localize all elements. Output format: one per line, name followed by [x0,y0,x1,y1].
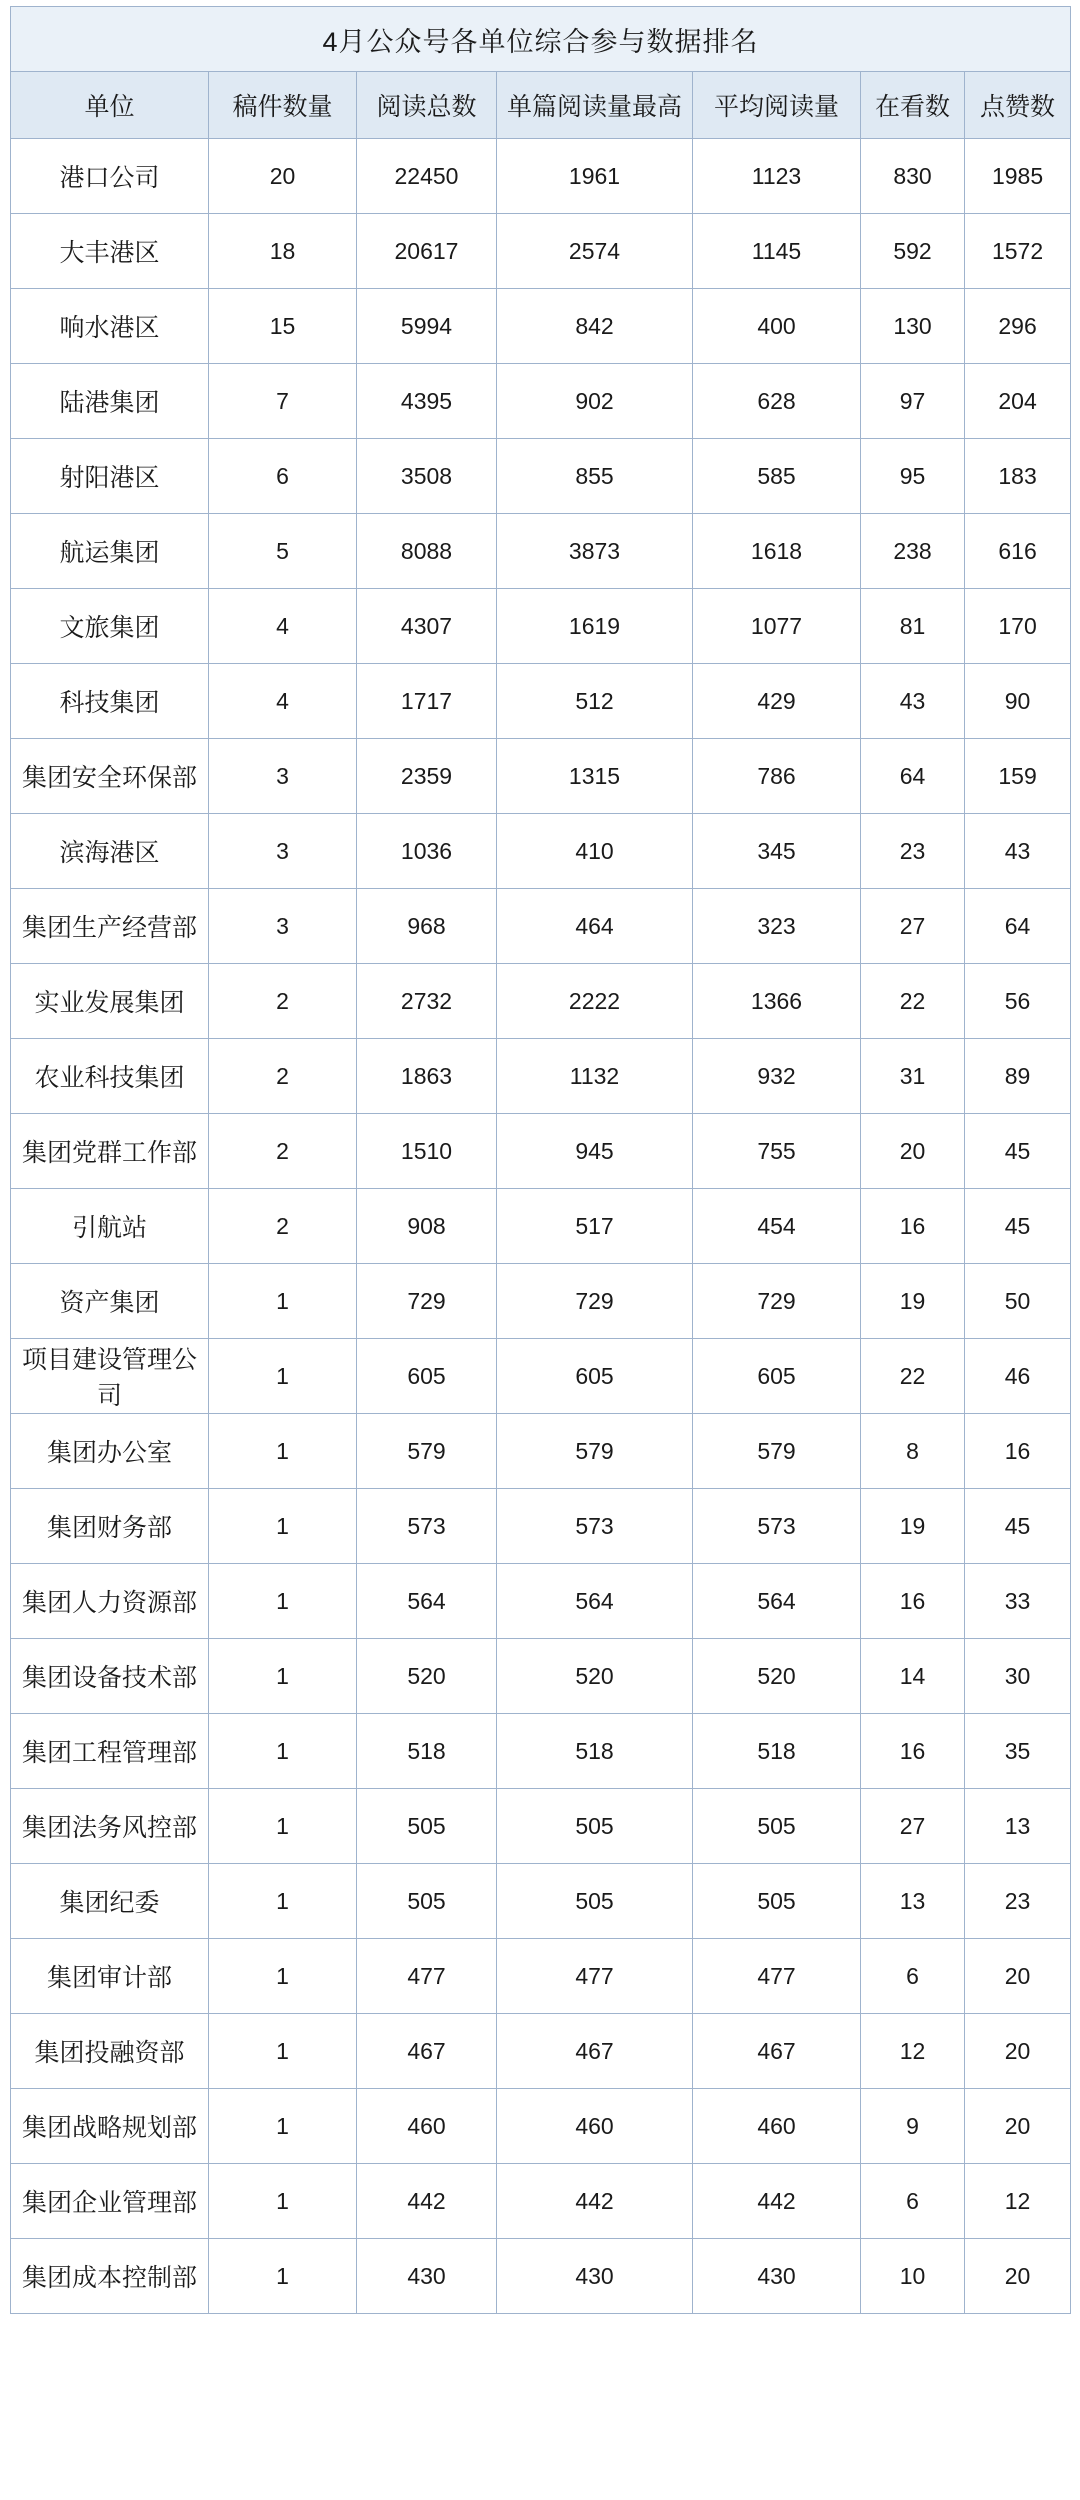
cell-value: 13 [965,1789,1071,1864]
cell-value: 97 [861,364,965,439]
cell-value: 520 [357,1639,497,1714]
cell-value: 183 [965,439,1071,514]
cell-value: 3508 [357,439,497,514]
cell-value: 15 [209,289,357,364]
cell-value: 908 [357,1189,497,1264]
cell-value: 1510 [357,1114,497,1189]
table-row [11,1939,1071,2014]
cell-value: 1 [209,2164,357,2239]
cell-value: 605 [497,1339,693,1414]
cell-value: 8 [861,1414,965,1489]
column-header-5: 在看数 [861,72,965,139]
cell-value: 238 [861,514,965,589]
cell-unit: 航运集团 [11,514,209,589]
cell-value: 4395 [357,364,497,439]
cell-value: 902 [497,364,693,439]
cell-value: 19 [861,1264,965,1339]
cell-value: 505 [693,1864,861,1939]
cell-value: 64 [965,889,1071,964]
cell-value: 12 [861,2014,965,2089]
cell-value: 1 [209,1939,357,2014]
cell-value: 467 [497,2014,693,2089]
cell-unit: 滨海港区 [11,814,209,889]
table-row [11,214,1071,289]
cell-value: 729 [693,1264,861,1339]
cell-value: 1 [209,2239,357,2314]
cell-value: 16 [965,1414,1071,1489]
cell-value: 20 [209,139,357,214]
cell-value: 520 [497,1639,693,1714]
cell-value: 95 [861,439,965,514]
cell-value: 460 [693,2089,861,2164]
cell-value: 45 [965,1114,1071,1189]
cell-unit: 农业科技集团 [11,1039,209,1114]
cell-value: 18 [209,214,357,289]
cell-value: 755 [693,1114,861,1189]
cell-value: 505 [497,1864,693,1939]
cell-value: 579 [497,1414,693,1489]
table-row [11,1114,1071,1189]
cell-value: 454 [693,1189,861,1264]
table-row [11,1564,1071,1639]
cell-value: 518 [497,1714,693,1789]
table-row [11,964,1071,1039]
cell-value: 23 [861,814,965,889]
column-header-6: 点赞数 [965,72,1071,139]
cell-value: 22 [861,1339,965,1414]
cell-value: 1 [209,2014,357,2089]
table-row [11,889,1071,964]
cell-value: 579 [693,1414,861,1489]
cell-value: 43 [861,664,965,739]
cell-value: 518 [357,1714,497,1789]
cell-value: 1036 [357,814,497,889]
cell-value: 3 [209,814,357,889]
cell-value: 1 [209,1264,357,1339]
table-title-row [11,7,1071,72]
table-body [11,7,1071,2314]
cell-unit: 项目建设管理公司 [11,1339,209,1414]
cell-value: 27 [861,889,965,964]
cell-value: 22 [861,964,965,1039]
cell-value: 33 [965,1564,1071,1639]
cell-unit: 集团企业管理部 [11,2164,209,2239]
cell-value: 2732 [357,964,497,1039]
cell-value: 442 [693,2164,861,2239]
cell-unit: 引航站 [11,1189,209,1264]
table-row [11,514,1071,589]
cell-value: 729 [497,1264,693,1339]
cell-value: 467 [357,2014,497,2089]
cell-value: 520 [693,1639,861,1714]
cell-value: 585 [693,439,861,514]
cell-value: 505 [497,1789,693,1864]
cell-value: 729 [357,1264,497,1339]
ranking-table [10,6,1071,2314]
cell-value: 968 [357,889,497,964]
cell-value: 573 [693,1489,861,1564]
cell-value: 1717 [357,664,497,739]
cell-value: 1077 [693,589,861,664]
cell-value: 20 [965,2239,1071,2314]
cell-value: 410 [497,814,693,889]
cell-value: 830 [861,139,965,214]
cell-value: 170 [965,589,1071,664]
cell-value: 442 [357,2164,497,2239]
cell-value: 31 [861,1039,965,1114]
cell-value: 45 [965,1189,1071,1264]
cell-value: 90 [965,664,1071,739]
cell-value: 564 [497,1564,693,1639]
cell-value: 605 [693,1339,861,1414]
cell-value: 564 [693,1564,861,1639]
cell-value: 460 [497,2089,693,2164]
cell-value: 50 [965,1264,1071,1339]
table-row [11,1714,1071,1789]
cell-value: 429 [693,664,861,739]
cell-value: 579 [357,1414,497,1489]
cell-value: 6 [861,1939,965,2014]
cell-value: 89 [965,1039,1071,1114]
cell-unit: 集团设备技术部 [11,1639,209,1714]
cell-value: 786 [693,739,861,814]
cell-value: 2359 [357,739,497,814]
table-row [11,2164,1071,2239]
cell-value: 6 [861,2164,965,2239]
cell-value: 1 [209,2089,357,2164]
cell-value: 477 [497,1939,693,2014]
cell-value: 8088 [357,514,497,589]
table-row [11,289,1071,364]
cell-unit: 大丰港区 [11,214,209,289]
cell-value: 6 [209,439,357,514]
cell-value: 3 [209,739,357,814]
cell-value: 1 [209,1339,357,1414]
cell-unit: 陆港集团 [11,364,209,439]
cell-value: 30 [965,1639,1071,1714]
cell-unit: 集团战略规划部 [11,2089,209,2164]
cell-unit: 集团成本控制部 [11,2239,209,2314]
table-row [11,439,1071,514]
cell-value: 81 [861,589,965,664]
cell-value: 35 [965,1714,1071,1789]
cell-value: 1961 [497,139,693,214]
cell-value: 1 [209,1864,357,1939]
cell-value: 467 [693,2014,861,2089]
cell-value: 430 [693,2239,861,2314]
cell-value: 4 [209,664,357,739]
cell-value: 477 [693,1939,861,2014]
cell-value: 1 [209,1639,357,1714]
cell-unit: 集团办公室 [11,1414,209,1489]
column-header-3: 单篇阅读量最高 [497,72,693,139]
cell-value: 3 [209,889,357,964]
table-row [11,1489,1071,1564]
cell-value: 27 [861,1789,965,1864]
cell-value: 505 [693,1789,861,1864]
cell-unit: 集团工程管理部 [11,1714,209,1789]
cell-value: 400 [693,289,861,364]
cell-value: 5 [209,514,357,589]
cell-unit: 射阳港区 [11,439,209,514]
cell-value: 204 [965,364,1071,439]
cell-value: 19 [861,1489,965,1564]
table-row [11,1189,1071,1264]
cell-unit: 集团法务风控部 [11,1789,209,1864]
cell-value: 573 [497,1489,693,1564]
cell-value: 505 [357,1789,497,1864]
cell-value: 20 [861,1114,965,1189]
cell-value: 323 [693,889,861,964]
table-header-row [11,72,1071,139]
cell-value: 1 [209,1414,357,1489]
cell-value: 16 [861,1564,965,1639]
cell-value: 46 [965,1339,1071,1414]
cell-value: 2574 [497,214,693,289]
cell-value: 628 [693,364,861,439]
table-title: 4月公众号各单位综合参与数据排名 [11,7,1071,72]
cell-value: 2 [209,1189,357,1264]
cell-value: 1 [209,1789,357,1864]
table-row [11,814,1071,889]
cell-value: 517 [497,1189,693,1264]
cell-value: 1619 [497,589,693,664]
cell-value: 1315 [497,739,693,814]
cell-value: 592 [861,214,965,289]
cell-value: 10 [861,2239,965,2314]
cell-value: 605 [357,1339,497,1414]
cell-value: 16 [861,1189,965,1264]
cell-value: 1985 [965,139,1071,214]
column-header-1: 稿件数量 [209,72,357,139]
cell-value: 20 [965,2014,1071,2089]
cell-unit: 资产集团 [11,1264,209,1339]
cell-value: 573 [357,1489,497,1564]
cell-value: 345 [693,814,861,889]
cell-value: 442 [497,2164,693,2239]
cell-value: 45 [965,1489,1071,1564]
cell-unit: 集团生产经营部 [11,889,209,964]
table-row [11,1864,1071,1939]
cell-value: 932 [693,1039,861,1114]
column-header-2: 阅读总数 [357,72,497,139]
cell-value: 23 [965,1864,1071,1939]
cell-value: 2 [209,1039,357,1114]
cell-unit: 实业发展集团 [11,964,209,1039]
cell-value: 842 [497,289,693,364]
cell-value: 1 [209,1489,357,1564]
cell-value: 296 [965,289,1071,364]
cell-value: 1 [209,1564,357,1639]
cell-value: 22450 [357,139,497,214]
cell-unit: 集团党群工作部 [11,1114,209,1189]
table-row [11,1789,1071,1864]
table-row [11,1264,1071,1339]
table-row [11,2014,1071,2089]
cell-value: 130 [861,289,965,364]
cell-unit: 港口公司 [11,139,209,214]
cell-value: 512 [497,664,693,739]
cell-value: 430 [497,2239,693,2314]
cell-value: 16 [861,1714,965,1789]
cell-value: 464 [497,889,693,964]
cell-value: 14 [861,1639,965,1714]
cell-value: 1572 [965,214,1071,289]
cell-value: 477 [357,1939,497,2014]
column-header-4: 平均阅读量 [693,72,861,139]
cell-value: 430 [357,2239,497,2314]
cell-value: 20 [965,2089,1071,2164]
cell-value: 20 [965,1939,1071,2014]
cell-unit: 文旅集团 [11,589,209,664]
table-row [11,1639,1071,1714]
cell-value: 1145 [693,214,861,289]
cell-value: 5994 [357,289,497,364]
table-row [11,2239,1071,2314]
cell-value: 616 [965,514,1071,589]
column-header-0: 单位 [11,72,209,139]
table-row [11,1039,1071,1114]
cell-value: 1366 [693,964,861,1039]
cell-unit: 集团财务部 [11,1489,209,1564]
cell-value: 13 [861,1864,965,1939]
cell-value: 2 [209,964,357,1039]
cell-unit: 科技集团 [11,664,209,739]
cell-value: 2 [209,1114,357,1189]
cell-value: 1618 [693,514,861,589]
table-row [11,2089,1071,2164]
cell-value: 159 [965,739,1071,814]
cell-unit: 集团审计部 [11,1939,209,2014]
cell-value: 505 [357,1864,497,1939]
cell-unit: 集团投融资部 [11,2014,209,2089]
table-row [11,364,1071,439]
cell-value: 855 [497,439,693,514]
cell-value: 56 [965,964,1071,1039]
table-row [11,139,1071,214]
cell-value: 518 [693,1714,861,1789]
cell-value: 9 [861,2089,965,2164]
cell-value: 4307 [357,589,497,664]
cell-value: 7 [209,364,357,439]
cell-value: 4 [209,589,357,664]
cell-value: 460 [357,2089,497,2164]
cell-value: 3873 [497,514,693,589]
cell-unit: 集团安全环保部 [11,739,209,814]
cell-value: 2222 [497,964,693,1039]
cell-value: 1863 [357,1039,497,1114]
cell-value: 1123 [693,139,861,214]
cell-unit: 集团人力资源部 [11,1564,209,1639]
cell-value: 1132 [497,1039,693,1114]
cell-value: 945 [497,1114,693,1189]
cell-value: 1 [209,1714,357,1789]
table-row [11,1339,1071,1414]
table-row [11,739,1071,814]
cell-value: 564 [357,1564,497,1639]
table-row [11,664,1071,739]
cell-unit: 响水港区 [11,289,209,364]
table-row [11,589,1071,664]
cell-value: 43 [965,814,1071,889]
cell-value: 64 [861,739,965,814]
cell-unit: 集团纪委 [11,1864,209,1939]
cell-value: 12 [965,2164,1071,2239]
table-row [11,1414,1071,1489]
cell-value: 20617 [357,214,497,289]
